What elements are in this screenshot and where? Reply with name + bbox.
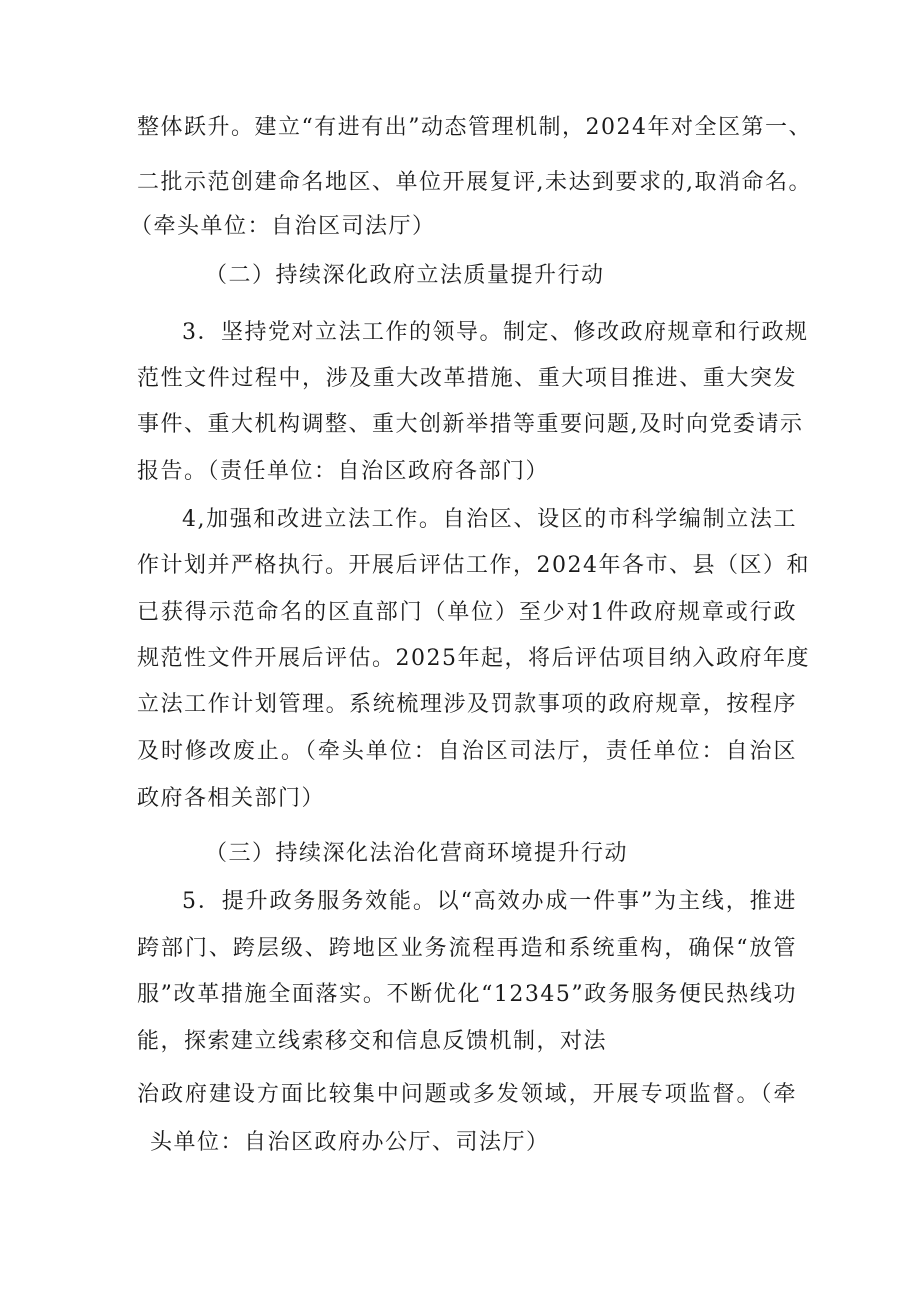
paragraph-line: 整体跃升。建立“有进有出”动态管理机制，2024年对全区第一、	[137, 115, 812, 140]
paragraph-line: 3．坚持党对立法工作的领导。制定、修改政府规章和行政规	[182, 320, 809, 345]
paragraph-line: 范性文件过程中，涉及重大改革措施、重大项目推进、重大突发	[137, 366, 797, 391]
paragraph-line: 事件、重大机构调整、重大创新举措等重要问题,及时向党委请示	[137, 412, 804, 437]
paragraph-line: 能，探索建立线索移交和信息反馈机制，对法	[137, 1029, 608, 1054]
paragraph-line: 作计划并严格执行。开展后评估工作，2024年各市、县（区）和	[137, 553, 810, 578]
section-heading-2: （二）持续深化政府立法质量提升行动	[205, 263, 605, 288]
paragraph-line: 服”改革措施全面落实。不断优化“12345”政务服务便民热线功	[137, 982, 797, 1007]
paragraph-line: 跨部门、跨层级、跨地区业务流程再造和系统重构，确保“放管	[137, 936, 797, 961]
paragraph-line: 立法工作计划管理。系统梳理涉及罚款事项的政府规章，按程序	[137, 692, 797, 717]
paragraph-line: 4,加强和改进立法工作。自治区、设区的市科学编制立法工	[182, 507, 797, 532]
paragraph-line: （牵头单位：自治区司法厅）	[130, 214, 436, 239]
paragraph-line: 规范性文件开展后评估。2025年起，将后评估项目纳入政府年度	[137, 646, 810, 671]
paragraph-line: 治政府建设方面比较集中问题或多发领域，开展专项监督。（牵	[137, 1082, 797, 1107]
section-heading-3: （三）持续深化法治化营商环境提升行动	[205, 841, 629, 866]
paragraph-line: 已获得示范命名的区直部门（单位）至少对1件政府规章或行政	[137, 600, 797, 625]
paragraph-line: 及时修改废止。（牵头单位：自治区司法厅，责任单位：自治区	[137, 739, 797, 764]
paragraph-line: 报告。（责任单位：自治区政府各部门）	[137, 459, 550, 484]
paragraph-line: 二批示范创建命名地区、单位开展复评,未达到要求的,取消命名。	[137, 170, 812, 195]
paragraph-line: 头单位：自治区政府办公厅、司法厅）	[150, 1130, 550, 1155]
paragraph-line: 5．提升政务服务效能。以“高效办成一件事”为主线，推进	[182, 889, 797, 914]
paragraph-line: 政府各相关部门）	[137, 786, 326, 811]
